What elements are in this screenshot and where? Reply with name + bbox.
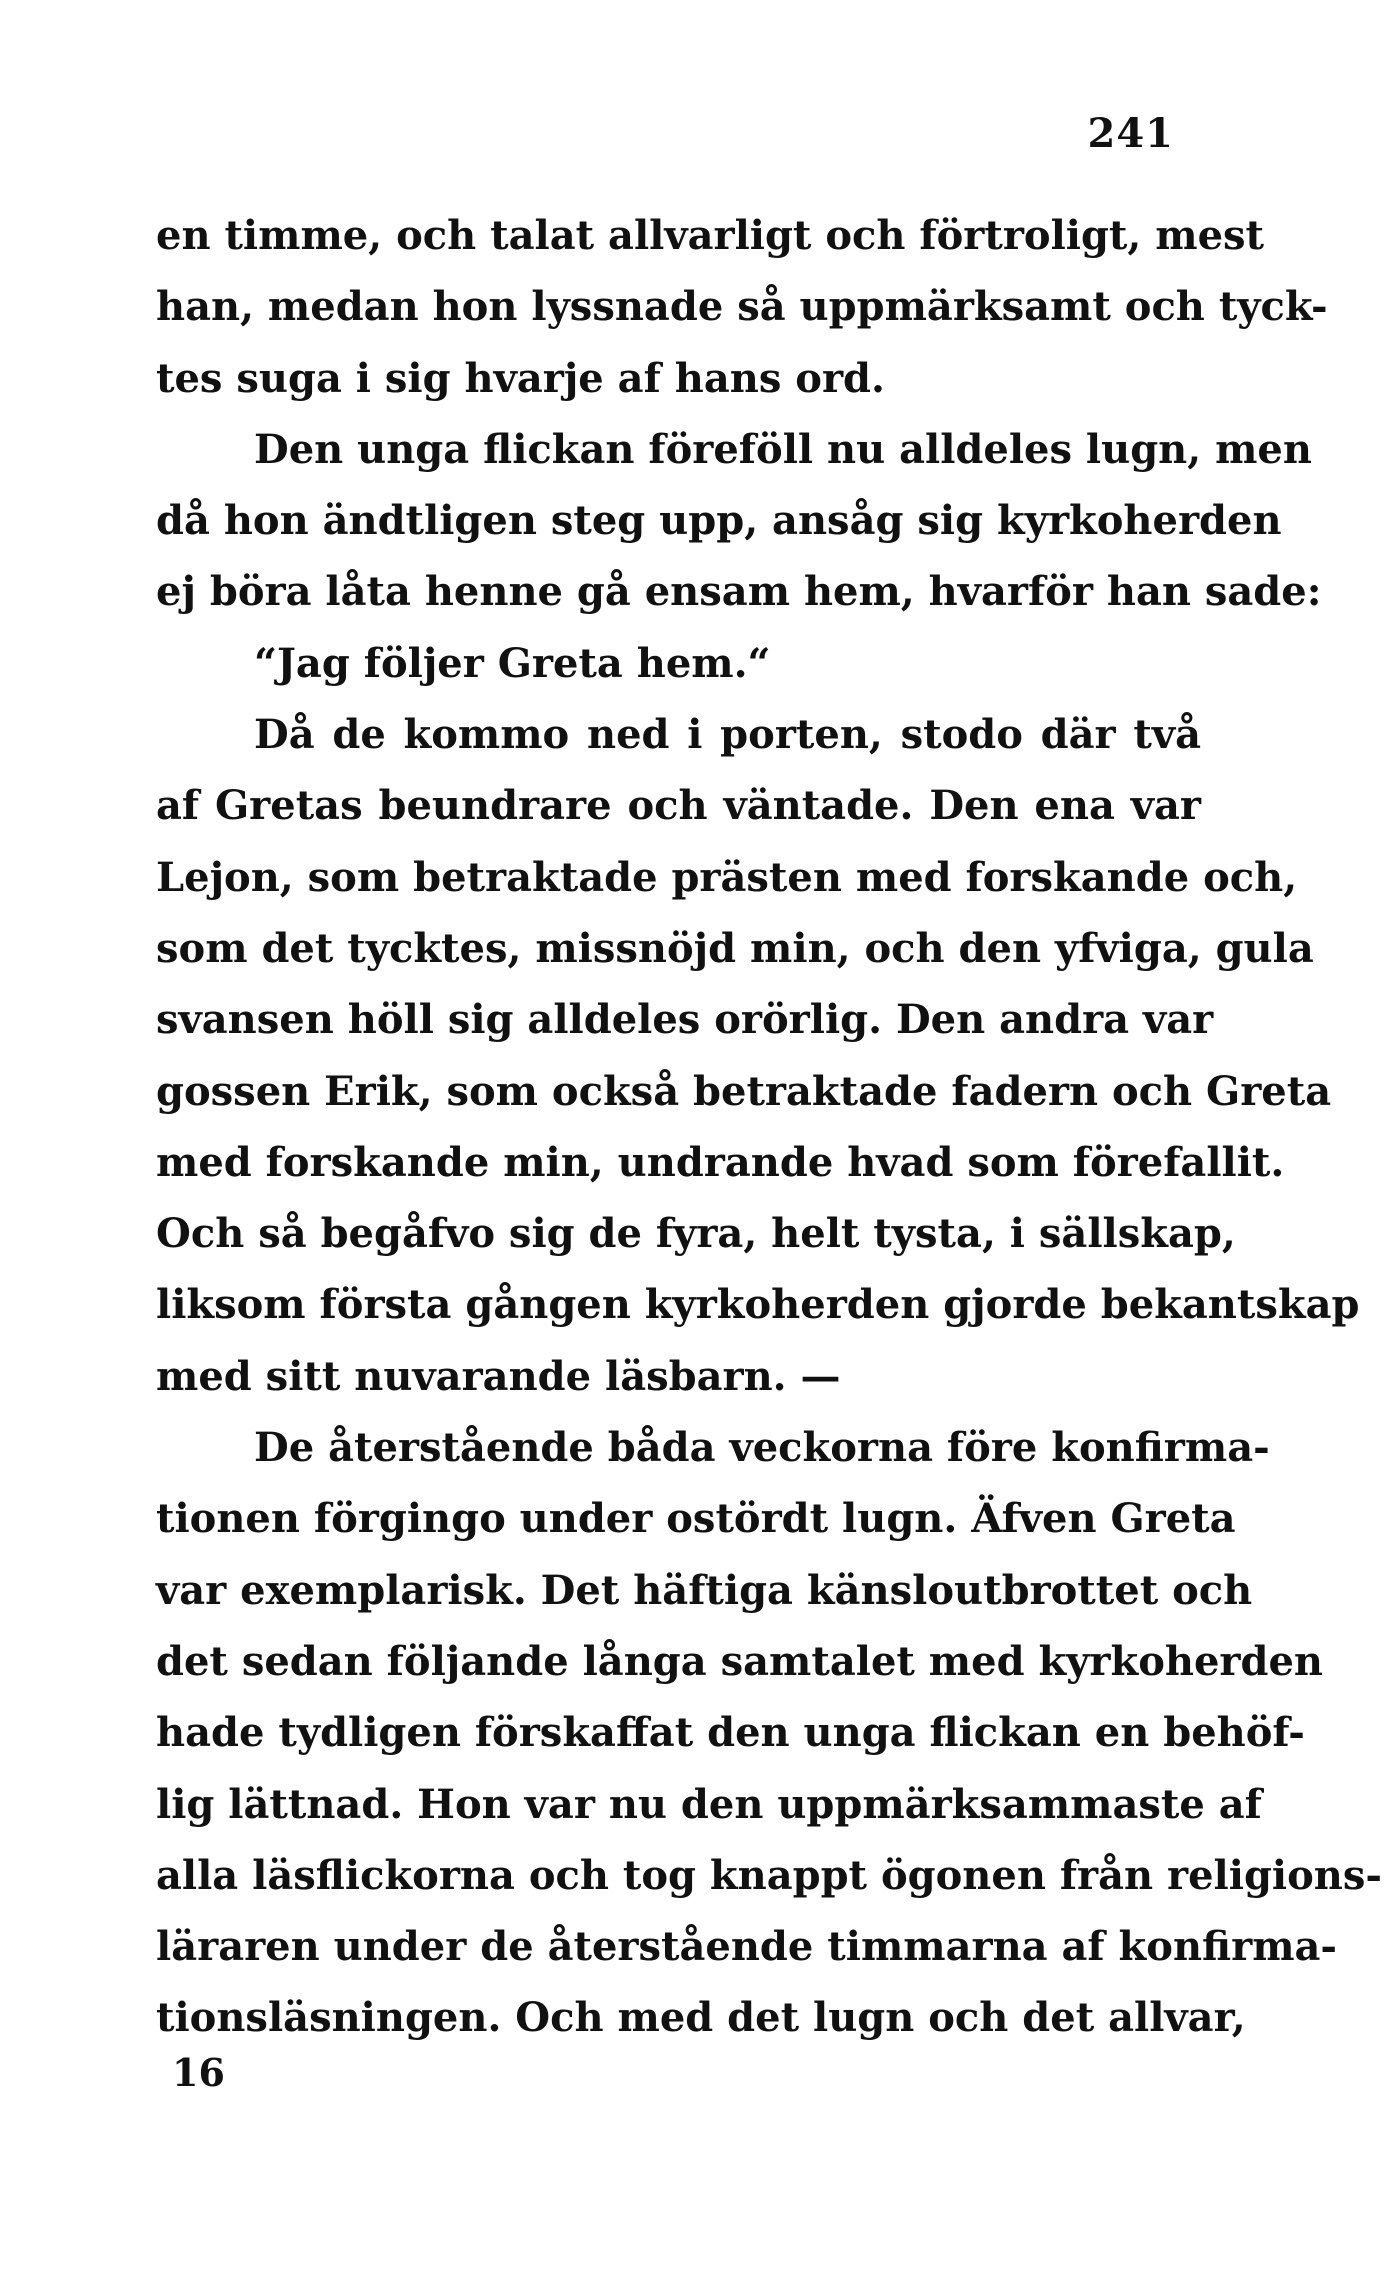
- text-line: läraren under de återstående timmarna af konfirma-: [156, 1923, 1338, 1971]
- text-line: Och så begåfvo sig de fyra, helt tysta, i sällskap,: [156, 1210, 1236, 1258]
- text-line: med forskande min, undrande hvad som förefallit.: [156, 1138, 1285, 1186]
- text-line: med sitt nuvarande läsbarn. —: [156, 1352, 841, 1400]
- text-line: “Jag följer Greta hem.“: [254, 639, 771, 687]
- text-line: Lejon, som betraktade prästen med forskande och,: [156, 853, 1298, 901]
- text-line: De återstående båda veckorna före konfirma-: [254, 1424, 1270, 1472]
- text-line: gossen Erik, som också betraktade fadern och Greta: [156, 1067, 1332, 1115]
- text-line: svansen höll sig alldeles orörlig. Den andra var: [156, 996, 1214, 1044]
- text-line: tionen förgingo under ostördt lugn. Äfven Greta: [156, 1495, 1236, 1543]
- text-line: en timme, och talat allvarligt och förtroligt, mest: [156, 212, 1265, 259]
- text-line: Den unga flickan föreföll nu alldeles lugn, men: [254, 425, 1312, 473]
- text-line: ej böra låta henne gå ensam hem, hvarför han sade:: [156, 568, 1322, 616]
- text-line: tionsläsningen. Och med det lugn och det allvar,: [156, 1994, 1246, 2042]
- text-line: liksom första gången kyrkoherden gjorde bekantskap: [156, 1281, 1360, 1329]
- text-line: han, medan hon lyssnade så uppmärksamt och tyck-: [156, 283, 1328, 331]
- body-text: [156, 200, 1382, 2054]
- text-line: Då de kommo ned i porten, stodo där två: [254, 711, 1201, 759]
- text-line: tes suga i sig hvarje af hans ord.: [156, 354, 885, 402]
- text-line: lig lättnad. Hon var nu den uppmärksammaste af: [156, 1780, 1262, 1828]
- text-line: var exemplarisk. Det häftiga känsloutbrottet och: [156, 1566, 1253, 1614]
- page-number: 241: [1087, 110, 1174, 157]
- text-line: alla läsflickorna och tog knappt ögonen från religions-: [156, 1851, 1382, 1899]
- text-line: af Gretas beundrare och väntade. Den ena var: [156, 782, 1201, 830]
- text-line: då hon ändtligen steg upp, ansåg sig kyrkoherden: [156, 497, 1282, 545]
- text-line: hade tydligen förskaffat den unga flickan en behöf-: [156, 1709, 1305, 1757]
- text-line: det sedan följande långa samtalet med kyrkoherden: [156, 1637, 1323, 1685]
- text-line: som det tycktes, missnöjd min, och den yfviga, gula: [156, 924, 1314, 972]
- signature-mark: 16: [172, 2050, 225, 2095]
